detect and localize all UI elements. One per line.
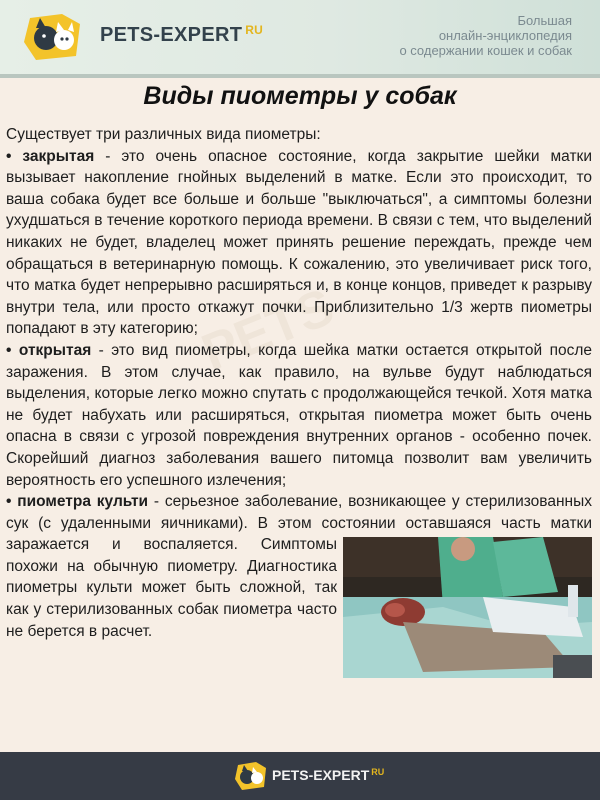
brand-name[interactable]: PETS-EXPERT $^{RU}$: [100, 23, 264, 46]
list-item: • открытая - это вид пиометры, когда шейка матки остается открытой после заражения. В этом случае, как правило, на вульве будут наблюдаться выделения, которые легко можно спутать с продолжающейся течкой. Хотя матка не будет набухать или расширяться, открытая пиометра может быть очень опасна в связи с угрозой повреждения внутренних органов - особенно почек. Скорейший диагноз заболевания вашего питомца позволит вам увеличить вероятность его успешного излечения;: [6, 341, 592, 489]
background-watermark: PETS: [194, 277, 342, 383]
footer-logo-icon[interactable]: [234, 761, 268, 791]
footer-brand[interactable]: PETS-EXPERT $^{RU}$: [272, 767, 385, 783]
surgery-photo-icon: [343, 537, 592, 678]
site-tagline: Большая онлайн-энциклопедия о содержании кошек и собак: [399, 13, 572, 58]
list-item: • закрытая - это очень опасное состояние, когда закрытие шейки матки вызывает накопление гнойных выделений в матке. Если это происходит, то ваша собака будет все больше и больше "выключаться", а симптомы болезни ухудшаться в течение короткого периода времени. В связи с тем, что выделений никаких не будет, владелец может принять решение переждать, прежде чем обращаться в ветеринарную помощь. К сожалению, это увеличивает риск того, что матка будет непрерывно расширяться и, в конце концов, приведет к разрыву внутри тела, или просто откажут почки. Приблизительно 1/3 жертв пиометры попадают в эту категорию;: [6, 147, 592, 338]
pets-logo-icon[interactable]: [22, 12, 84, 62]
page-title: Виды пиометры у собак: [143, 82, 457, 110]
article-intro: Существует три различных вида пиометры:: [6, 126, 321, 143]
term-closed: закрытая: [22, 147, 95, 165]
term-stump: пиометра культи: [17, 493, 149, 511]
site-header: [0, 0, 600, 78]
article-body: [6, 124, 592, 682]
site-footer: [0, 752, 600, 800]
surgery-photo: [343, 537, 592, 678]
term-open: открытая: [18, 341, 92, 359]
list-item: • пиометра культи - серьезное заболевание, возникающее у стерилизованных сук (с удаленными яичниками). В этом состоянии оставшаяся часть матки заражается и воспаляется. Симптомы похожи на обычную пиометру. Диагностика пиометры культи может быть сложной, так как у стерилизованных собак пиометра часто не берется в расчет.: [6, 491, 592, 642]
